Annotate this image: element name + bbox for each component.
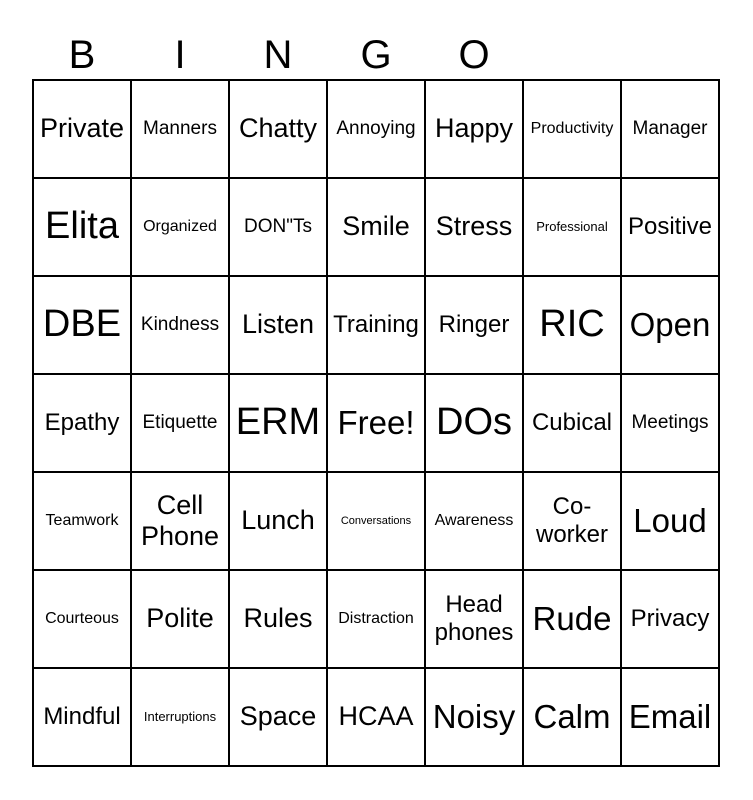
bingo-cell[interactable]: Privacy [622, 571, 720, 669]
bingo-cell[interactable]: Manager [622, 81, 720, 179]
bingo-cell[interactable]: Training [328, 277, 426, 375]
bingo-cell[interactable]: Teamwork [34, 473, 132, 571]
bingo-cell[interactable]: Free! [328, 375, 426, 473]
header-letter-n: N [263, 33, 293, 77]
bingo-cell[interactable]: Email [622, 669, 720, 767]
bingo-cell[interactable]: Meetings [622, 375, 720, 473]
bingo-cell[interactable]: Private [34, 81, 132, 179]
header-letter-o: O [458, 33, 490, 77]
bingo-cell[interactable]: Ringer [426, 277, 524, 375]
bingo-cell[interactable]: Positive [622, 179, 720, 277]
bingo-cell[interactable]: DOs [426, 375, 524, 473]
bingo-cell[interactable]: RIC [524, 277, 622, 375]
bingo-cell[interactable]: Listen [230, 277, 328, 375]
header-letter-b: B [68, 33, 96, 77]
bingo-cell[interactable]: Epathy [34, 375, 132, 473]
bingo-cell[interactable]: Annoying [328, 81, 426, 179]
bingo-cell[interactable]: Head phones [426, 571, 524, 669]
bingo-cell[interactable]: Rules [230, 571, 328, 669]
bingo-cell[interactable]: ERM [230, 375, 328, 473]
bingo-cell[interactable]: DON"Ts [230, 179, 328, 277]
bingo-cell[interactable]: Cubical [524, 375, 622, 473]
bingo-cell[interactable]: Co- worker [524, 473, 622, 571]
bingo-cell[interactable]: Space [230, 669, 328, 767]
bingo-cell[interactable]: Etiquette [132, 375, 230, 473]
bingo-cell[interactable]: Noisy [426, 669, 524, 767]
bingo-card-grid [32, 79, 720, 767]
bingo-cell[interactable]: Stress [426, 179, 524, 277]
bingo-cell[interactable]: Lunch [230, 473, 328, 571]
bingo-cell[interactable]: DBE [34, 277, 132, 375]
bingo-header [33, 30, 523, 80]
bingo-cell[interactable]: Distraction [328, 571, 426, 669]
bingo-cell[interactable]: Elita [34, 179, 132, 277]
bingo-cell[interactable]: Loud [622, 473, 720, 571]
bingo-cell[interactable]: Awareness [426, 473, 524, 571]
header-letter-g: G [360, 33, 392, 77]
bingo-cell[interactable]: Happy [426, 81, 524, 179]
bingo-cell[interactable]: Mindful [34, 669, 132, 767]
bingo-cell[interactable]: Polite [132, 571, 230, 669]
bingo-cell[interactable]: Productivity [524, 81, 622, 179]
bingo-cell[interactable]: Calm [524, 669, 622, 767]
bingo-cell[interactable]: Courteous [34, 571, 132, 669]
bingo-cell[interactable]: Chatty [230, 81, 328, 179]
bingo-cell[interactable]: Conversations [328, 473, 426, 571]
header-letter-i: I [174, 33, 186, 77]
bingo-cell[interactable]: Cell Phone [132, 473, 230, 571]
bingo-cell[interactable]: Interruptions [132, 669, 230, 767]
bingo-cell[interactable]: Organized [132, 179, 230, 277]
bingo-cell[interactable]: Manners [132, 81, 230, 179]
bingo-cell[interactable]: Open [622, 277, 720, 375]
bingo-cell[interactable]: Rude [524, 571, 622, 669]
bingo-cell[interactable]: Smile [328, 179, 426, 277]
bingo-cell[interactable]: Kindness [132, 277, 230, 375]
bingo-cell[interactable]: HCAA [328, 669, 426, 767]
bingo-cell[interactable]: Professional [524, 179, 622, 277]
